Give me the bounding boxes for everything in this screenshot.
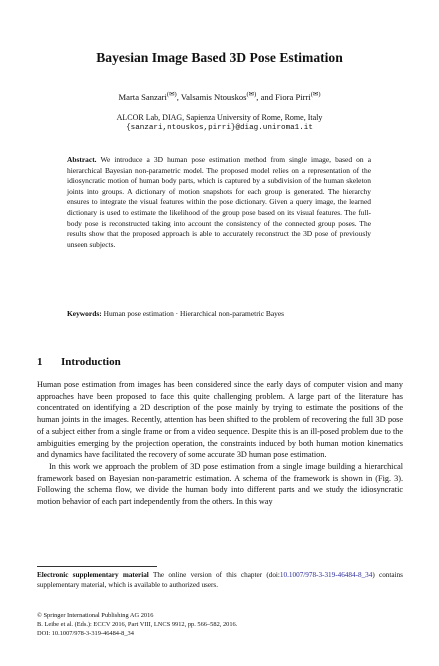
abstract-text: We introduce a 3D human pose estimation method from single image, based on a hierarchical Bayesian non-parametric model. The proposed model relies on a representation of the idiosyncratic motion of human body parts, which is captured by a subdivision of the human skeleton joints into groups. A dictionary of motion snapshots for each group is generated. The hierarchy ensures to integrate the visual features within the pose dictionary. Given a query image, the learned dictionary is used to estimate the likelihood of the group pose based on its visual features. The full-body pose is reconstructed taking into account the consistency of the connected group poses. The results show that the proposed approach is able to accurately reconstruct the 3D pose of previously unseen subjects. (67, 155, 371, 249)
copyright-line: © Springer International Publishing AG 2016 (37, 612, 154, 619)
copyright-block (37, 611, 403, 638)
section-number: 1 (37, 356, 43, 368)
keywords-text: Human pose estimation · Hierarchical non-parametric Bayes (103, 309, 285, 318)
envelope-icon: (✉) (166, 91, 177, 99)
footnote: Electronic supplementary material The online version of this chapter (doi:10.1007/978-3-319-46484-8_34) contains supplementary material, which is available to authorized users. (37, 571, 403, 590)
email-line: {sanzari,ntouskos,pirri}@diag.uniroma1.it (126, 124, 313, 132)
section-title: Introduction (61, 356, 121, 368)
envelope-icon: (✉) (246, 91, 257, 99)
author-name: Marta Sanzari (118, 92, 167, 102)
citation-line: B. Leibe et al. (Eds.): ECCV 2016, Part VIII, LNCS 9912, pp. 566–582, 2016. (37, 621, 238, 628)
doi-link[interactable]: 10.1007/978-3-319-46484-8_34 (279, 571, 373, 579)
keywords (67, 309, 371, 320)
affiliation (0, 112, 439, 134)
affiliation-line: ALCOR Lab, DIAG, Sapienza University of Rome, Rome, Italy (116, 113, 323, 122)
doi-line: DOI: 10.1007/978-3-319-46484-8_34 (37, 630, 134, 637)
abstract (67, 155, 371, 250)
body-text (37, 379, 403, 508)
paragraph: In this work we approach the problem of 3D pose estimation from a single image building a hierarchical framework based on Bayesian non-parametric estimation. A schema of the framework is shown in (Fig. 3). Following the schema flow, we divide the human body into different parts and we study the idiosyncratic motion behavior of each part independently from the others. In this way (37, 461, 403, 507)
section-heading (37, 356, 121, 368)
author-name: Fiora Pirri (275, 92, 311, 102)
footnote-label: Electronic supplementary material (37, 571, 149, 579)
keywords-label: Keywords: (67, 309, 102, 318)
envelope-icon: (✉) (310, 91, 321, 99)
abstract-label: Abstract. (67, 155, 97, 164)
paper-title: Bayesian Image Based 3D Pose Estimation (96, 50, 343, 65)
paragraph: Human pose estimation from images has been considered since the early days of computer vision and many approaches have been proposed to face this quite challenging problem. A large part of the literature has concentrated on identifying a 2D description of the pose mainly by trying to estimate the positions of the human joints in the images. Recently, attention has been shifted to the problem of recovering the full 3D pose of a subject either from a single frame or from a video sequence. Despite this is an ill-posed problem due to the ambiguities emerging by the projection operation, the constraints induced by both human motion kinematics and dynamics have facilitated the recovery of some accurate 3D human pose estimation. (37, 380, 403, 460)
footnote-rule (37, 566, 157, 567)
author-list: Marta Sanzari(✉), Valsamis Ntouskos(✉), and Fiora Pirri(✉) (118, 91, 321, 102)
author-name: Valsamis Ntouskos (180, 92, 247, 102)
